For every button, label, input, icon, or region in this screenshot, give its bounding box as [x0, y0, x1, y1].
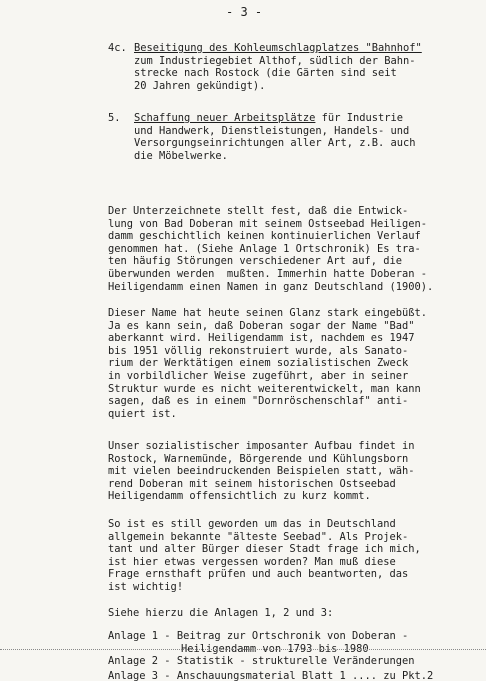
- text-line: bis 1951 völlig rekonstruiert wurde, als Sanato-: [108, 344, 409, 357]
- item-line: strecke nach Rostock (die Gärten sind seit: [134, 67, 397, 80]
- text-line: Heiligendamm offensichtlich zu kurz kommt.: [108, 490, 371, 503]
- page-number: - 3 -: [226, 5, 263, 19]
- text-line: So ist es still geworden um das in Deutschland: [108, 518, 396, 530]
- text-line: Heiligendamm einen Namen in ganz Deutschland (1900).: [108, 280, 434, 293]
- text-line: Der Unterzeichnete stellt fest, daß die Entwick-: [108, 205, 409, 217]
- text-line: ist hier etwas vergessen worden? Man muß diese: [108, 555, 396, 568]
- text-line: ist wichtig!: [108, 580, 184, 593]
- text-line: quiert ist.: [108, 407, 177, 420]
- text-line: überwunden werden mußten. Immerhin hatte Doberan -: [108, 267, 428, 280]
- text-line: genommen hat. (Siehe Anlage 1 Ortschronik) Es tra-: [108, 242, 421, 255]
- text-line: tant und alter Bürger dieser Stadt frage ich mich,: [108, 543, 421, 556]
- annex-item-2: [108, 655, 480, 668]
- text-line: Ja es kann sein, daß Doberan sogar der Name "Bad": [108, 319, 415, 332]
- annex-item-1: [108, 630, 480, 655]
- item-title-rest: für Industrie: [315, 112, 404, 124]
- paragraph-4: [108, 518, 480, 594]
- item-line: die Möbelwerke.: [134, 149, 228, 162]
- text-line: in vorbildlicher Weise zugeführt, aber in seiner: [108, 369, 409, 382]
- annex-intro: [108, 607, 480, 620]
- annex-line: Anlage 3 - Anschauungsmaterial Blatt 1 .... zu Pkt.2: [108, 670, 434, 681]
- annex-item-3: [108, 670, 480, 681]
- text-line: Siehe hierzu die Anlagen 1, 2 und 3:: [108, 607, 334, 619]
- item-title: Beseitigung des Kohleumschlagplatzes "Bahnhof": [134, 42, 422, 54]
- text-line: sagen, daß es in einem "Dornröschenschlaf" anti-: [108, 395, 409, 408]
- item-title-line: [108, 112, 480, 125]
- text-line: rium der Werktätigen einem sozialistischen Zweck: [108, 357, 409, 370]
- text-line: rend Doberan mit seinem historischen Ostseebad: [108, 477, 396, 490]
- item-label: 4c.: [108, 42, 127, 54]
- item-line: zum Industriegebiet Althof, südlich der Bahn-: [134, 54, 416, 67]
- dotted-rule: [0, 649, 486, 650]
- list-item-5: [108, 112, 480, 162]
- text-line: Rostock, Warnemünde, Börgerende und Kühlungsborn: [108, 452, 409, 465]
- paragraph-2: [108, 307, 480, 420]
- text-line: Frage ernsthaft prüfen und auch beantworten, das: [108, 568, 409, 581]
- text-line: Dieser Name hat heute seinen Glanz stark eingebüßt.: [108, 307, 428, 319]
- item-line: und Handwerk, Dienstleistungen, Handels- und: [134, 124, 410, 137]
- item-title: Schaffung neuer Arbeitsplätze: [134, 112, 316, 124]
- text-line: allgemein bekannte "älteste Seebad". Als Projek-: [108, 530, 409, 543]
- text-line: damm geschichtlich keinen kontinuierlichen Verlauf: [108, 230, 421, 243]
- item-title-line: [108, 42, 480, 55]
- item-line: Versorgungseinrichtungen aller Art, z.B. auch: [134, 137, 416, 150]
- annex-line: Anlage 1 - Beitrag zur Ortschronik von Doberan -: [108, 630, 409, 642]
- text-line: lung von Bad Doberan mit seinem Ostseebad Heiligen-: [108, 217, 428, 230]
- item-line: 20 Jahren gekündigt).: [134, 79, 266, 92]
- text-line: aberkannt wird. Heiligendamm ist, nachdem es 1947: [108, 332, 415, 345]
- text-line: Unser sozialistischer imposanter Aufbau findet in: [108, 440, 415, 452]
- annex-line: Anlage 2 - Statistik - strukturelle Veränderungen: [108, 655, 415, 667]
- text-line: mit vielen beeindruckenden Beispielen statt, wäh-: [108, 465, 415, 478]
- item-label: 5.: [108, 112, 121, 124]
- text-line: Struktur wurde es nicht weiterentwickelt, man kann: [108, 382, 421, 395]
- text-line: ten häufig Störungen verschiedener Art auf, die: [108, 255, 403, 268]
- annex-line: Heiligendamm von 1793 bis 1980: [181, 642, 369, 655]
- annex-line: [181, 667, 486, 668]
- list-item-4c: [108, 42, 480, 92]
- paragraph-1: [108, 205, 480, 293]
- paragraph-3: [108, 440, 480, 503]
